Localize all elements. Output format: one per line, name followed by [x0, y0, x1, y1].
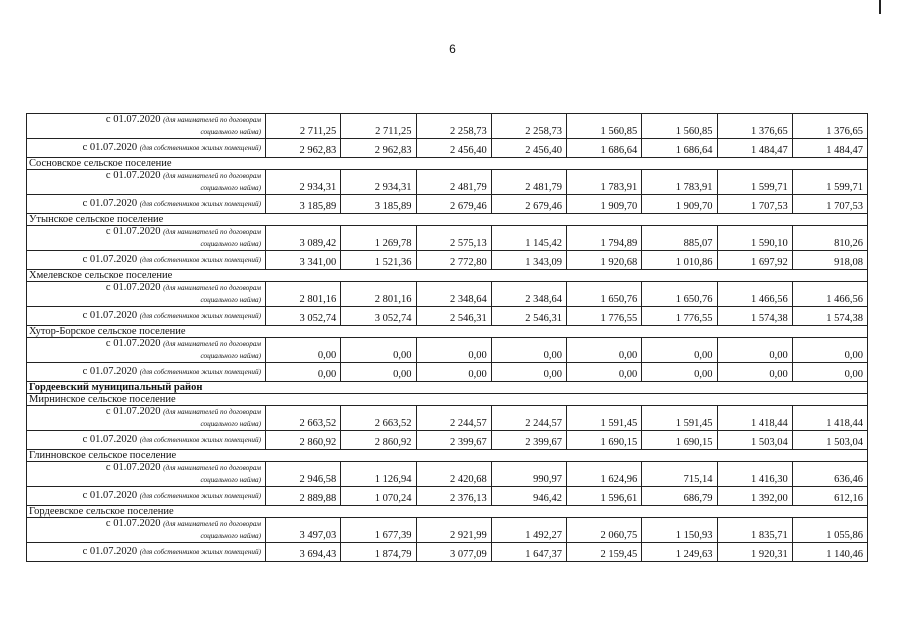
- rate-cell: 1 909,70: [642, 195, 717, 214]
- tenant-rate-row: [27, 170, 868, 195]
- row-label: [27, 462, 266, 487]
- row-note: социального найма): [200, 128, 261, 136]
- row-label: [27, 282, 266, 307]
- owner-rate-row: [27, 543, 868, 562]
- row-label: [27, 406, 266, 431]
- settlement-title: Глинновское сельское поселение: [27, 450, 868, 462]
- row-note: (для собственников жилых помещений): [139, 200, 261, 208]
- rate-cell: 3 077,09: [416, 543, 491, 562]
- owner-rate-row: [27, 487, 868, 506]
- rate-cell: 1 376,65: [792, 114, 867, 139]
- rate-cell: 2 801,16: [266, 282, 341, 307]
- row-label: [27, 543, 266, 562]
- rate-cell: 2 420,68: [416, 462, 491, 487]
- rate-cell: 0,00: [642, 338, 717, 363]
- rate-cell: 1 677,39: [341, 518, 416, 543]
- rate-cell: 3 185,89: [341, 195, 416, 214]
- rate-cell: 1 343,09: [491, 251, 566, 270]
- rate-cell: 1 503,04: [792, 431, 867, 450]
- rate-cell: 3 185,89: [266, 195, 341, 214]
- effective-date: с 01.07.2020: [82, 142, 138, 153]
- row-note: (для собственников жилых помещений): [139, 144, 261, 152]
- row-note: (для нанимателей по договорам: [163, 172, 261, 180]
- rate-cell: 2 060,75: [567, 518, 642, 543]
- rate-cell: 2 921,99: [416, 518, 491, 543]
- row-label: [27, 114, 266, 139]
- effective-date: с 01.07.2020: [105, 338, 161, 349]
- effective-date: с 01.07.2020: [105, 462, 161, 473]
- rate-cell: 2 546,31: [416, 307, 491, 326]
- row-label: [27, 338, 266, 363]
- settlement-title: Сосновское сельское поселение: [27, 158, 868, 170]
- rate-cell: 1 776,55: [642, 307, 717, 326]
- row-note: социального найма): [200, 296, 261, 304]
- rate-cell: 1 697,92: [717, 251, 792, 270]
- rate-cell: 2 934,31: [341, 170, 416, 195]
- rate-cell: 1 126,94: [341, 462, 416, 487]
- rate-cell: 1 492,27: [491, 518, 566, 543]
- rate-cell: 1 590,10: [717, 226, 792, 251]
- owner-rate-row: [27, 363, 868, 382]
- row-label: [27, 518, 266, 543]
- settlement-header-row: [27, 506, 868, 518]
- rate-cell: 1 070,24: [341, 487, 416, 506]
- rate-cell: 2 399,67: [491, 431, 566, 450]
- rate-cell: 2 962,83: [341, 139, 416, 158]
- rate-cell: 636,46: [792, 462, 867, 487]
- rate-cell: 1 574,38: [792, 307, 867, 326]
- rate-cell: 1 909,70: [567, 195, 642, 214]
- rate-cell: 0,00: [491, 363, 566, 382]
- effective-date: с 01.07.2020: [105, 406, 161, 417]
- rate-cell: 1 599,71: [792, 170, 867, 195]
- rate-cell: 2 348,64: [416, 282, 491, 307]
- rate-cell: 3 089,42: [266, 226, 341, 251]
- row-label: [27, 195, 266, 214]
- tenant-rate-row: [27, 282, 868, 307]
- rate-cell: 918,08: [792, 251, 867, 270]
- rate-cell: 2 663,52: [266, 406, 341, 431]
- rate-cell: 1 707,53: [792, 195, 867, 214]
- rate-cell: 0,00: [717, 363, 792, 382]
- rate-cell: 0,00: [341, 338, 416, 363]
- rate-cell: 1 145,42: [491, 226, 566, 251]
- rate-cell: 1 686,64: [567, 139, 642, 158]
- rate-cell: 1 591,45: [642, 406, 717, 431]
- rate-cell: 1 392,00: [717, 487, 792, 506]
- rate-cell: 1 503,04: [717, 431, 792, 450]
- row-note: (для нанимателей по договорам: [163, 228, 261, 236]
- row-note: (для нанимателей по договорам: [163, 340, 261, 348]
- row-label: [27, 487, 266, 506]
- row-note: (для собственников жилых помещений): [139, 312, 261, 320]
- rate-cell: 1 690,15: [567, 431, 642, 450]
- rate-cell: 2 772,80: [416, 251, 491, 270]
- rate-cell: 0,00: [717, 338, 792, 363]
- effective-date: с 01.07.2020: [82, 310, 138, 321]
- rate-cell: 1 647,37: [491, 543, 566, 562]
- row-note: социального найма): [200, 532, 261, 540]
- effective-date: с 01.07.2020: [82, 434, 138, 445]
- rate-cell: 2 711,25: [266, 114, 341, 139]
- tenant-rate-row: [27, 226, 868, 251]
- rate-cell: 2 456,40: [491, 139, 566, 158]
- row-note: (для нанимателей по договорам: [163, 408, 261, 416]
- rate-cell: 1 484,47: [717, 139, 792, 158]
- rate-cell: 1 624,96: [567, 462, 642, 487]
- rate-cell: 1 783,91: [642, 170, 717, 195]
- rate-cell: 2 711,25: [341, 114, 416, 139]
- rate-cell: 1 920,31: [717, 543, 792, 562]
- rate-cell: 3 052,74: [341, 307, 416, 326]
- rate-cell: 2 348,64: [491, 282, 566, 307]
- rate-cell: 1 418,44: [717, 406, 792, 431]
- rate-cell: 0,00: [416, 363, 491, 382]
- rate-cell: 686,79: [642, 487, 717, 506]
- rate-cell: 1 574,38: [717, 307, 792, 326]
- tariff-table-body: [27, 114, 868, 562]
- rate-cell: 1 783,91: [567, 170, 642, 195]
- effective-date: с 01.07.2020: [82, 198, 138, 209]
- rate-cell: 1 596,61: [567, 487, 642, 506]
- rate-cell: 2 258,73: [491, 114, 566, 139]
- settlement-title: Мирнинское сельское поселение: [27, 394, 868, 406]
- row-label: [27, 251, 266, 270]
- row-note: (для собственников жилых помещений): [139, 256, 261, 264]
- rate-cell: 2 934,31: [266, 170, 341, 195]
- rate-cell: 1 140,46: [792, 543, 867, 562]
- effective-date: с 01.07.2020: [82, 546, 138, 557]
- rate-cell: 946,42: [491, 487, 566, 506]
- rate-cell: 2 946,58: [266, 462, 341, 487]
- rate-cell: 1 560,85: [642, 114, 717, 139]
- rate-cell: 1 707,53: [717, 195, 792, 214]
- rate-cell: 1 150,93: [642, 518, 717, 543]
- owner-rate-row: [27, 251, 868, 270]
- tenant-rate-row: [27, 462, 868, 487]
- rate-cell: 0,00: [792, 363, 867, 382]
- rate-cell: 2 679,46: [416, 195, 491, 214]
- row-note: социального найма): [200, 420, 261, 428]
- row-note: (для собственников жилых помещений): [139, 548, 261, 556]
- rate-cell: 2 860,92: [266, 431, 341, 450]
- settlement-header-row: [27, 270, 868, 282]
- rate-cell: 715,14: [642, 462, 717, 487]
- rate-cell: 0,00: [341, 363, 416, 382]
- rate-cell: 1 466,56: [792, 282, 867, 307]
- row-label: [27, 363, 266, 382]
- rate-cell: 1 418,44: [792, 406, 867, 431]
- rate-cell: 2 399,67: [416, 431, 491, 450]
- effective-date: с 01.07.2020: [82, 366, 138, 377]
- rate-cell: 1 686,64: [642, 139, 717, 158]
- row-note: социального найма): [200, 476, 261, 484]
- rate-cell: 2 663,52: [341, 406, 416, 431]
- rate-cell: 612,16: [792, 487, 867, 506]
- effective-date: с 01.07.2020: [105, 170, 161, 181]
- rate-cell: 2 860,92: [341, 431, 416, 450]
- row-note: (для нанимателей по договорам: [163, 464, 261, 472]
- rate-cell: 990,97: [491, 462, 566, 487]
- row-note: социального найма): [200, 352, 261, 360]
- owner-rate-row: [27, 307, 868, 326]
- rate-cell: 3 052,74: [266, 307, 341, 326]
- tenant-rate-row: [27, 338, 868, 363]
- rate-cell: 810,26: [792, 226, 867, 251]
- rate-cell: 2 679,46: [491, 195, 566, 214]
- settlement-title: Хутор-Борское сельское поселение: [27, 326, 868, 338]
- rate-cell: 2 481,79: [416, 170, 491, 195]
- rate-cell: 0,00: [416, 338, 491, 363]
- row-label: [27, 431, 266, 450]
- rate-cell: 1 010,86: [642, 251, 717, 270]
- row-note: социального найма): [200, 240, 261, 248]
- rate-cell: 1 269,78: [341, 226, 416, 251]
- rate-cell: 0,00: [266, 338, 341, 363]
- row-note: социального найма): [200, 184, 261, 192]
- rate-cell: 2 546,31: [491, 307, 566, 326]
- rate-cell: 1 484,47: [792, 139, 867, 158]
- rate-cell: 2 244,57: [416, 406, 491, 431]
- rate-cell: 2 159,45: [567, 543, 642, 562]
- rate-cell: 2 889,88: [266, 487, 341, 506]
- rate-cell: 0,00: [792, 338, 867, 363]
- rate-cell: 1 835,71: [717, 518, 792, 543]
- row-label: [27, 307, 266, 326]
- settlement-title: Хмелевское сельское поселение: [27, 270, 868, 282]
- rate-cell: 2 481,79: [491, 170, 566, 195]
- rate-cell: 1 055,86: [792, 518, 867, 543]
- rate-cell: 1 776,55: [567, 307, 642, 326]
- rate-cell: 0,00: [266, 363, 341, 382]
- row-note: (для собственников жилых помещений): [139, 492, 261, 500]
- row-note: (для нанимателей по договорам: [163, 284, 261, 292]
- rate-cell: 2 801,16: [341, 282, 416, 307]
- rate-cell: 3 497,03: [266, 518, 341, 543]
- settlement-header-row: [27, 158, 868, 170]
- effective-date: с 01.07.2020: [105, 226, 161, 237]
- row-label: [27, 226, 266, 251]
- owner-rate-row: [27, 195, 868, 214]
- row-note: (для собственников жилых помещений): [139, 368, 261, 376]
- settlement-header-row: [27, 450, 868, 462]
- rate-cell: 2 244,57: [491, 406, 566, 431]
- rate-cell: 1 690,15: [642, 431, 717, 450]
- rate-cell: 2 575,13: [416, 226, 491, 251]
- rate-cell: 1 591,45: [567, 406, 642, 431]
- row-label: [27, 170, 266, 195]
- rate-cell: 3 694,43: [266, 543, 341, 562]
- row-label: [27, 139, 266, 158]
- settlement-title: Утынское сельское поселение: [27, 214, 868, 226]
- rate-cell: 1 920,68: [567, 251, 642, 270]
- settlement-title: Гордеевское сельское поселение: [27, 506, 868, 518]
- row-note: (для нанимателей по договорам: [163, 520, 261, 528]
- rate-cell: 1 521,36: [341, 251, 416, 270]
- rate-cell: 1 416,30: [717, 462, 792, 487]
- rate-cell: 1 650,76: [642, 282, 717, 307]
- settlement-header-row: [27, 326, 868, 338]
- effective-date: с 01.07.2020: [82, 254, 138, 265]
- rate-cell: 0,00: [567, 338, 642, 363]
- rate-cell: 1 376,65: [717, 114, 792, 139]
- effective-date: с 01.07.2020: [105, 282, 161, 293]
- rate-cell: 2 376,13: [416, 487, 491, 506]
- rate-cell: 2 258,73: [416, 114, 491, 139]
- rate-cell: 2 456,40: [416, 139, 491, 158]
- rate-cell: 0,00: [491, 338, 566, 363]
- settlement-header-row: [27, 214, 868, 226]
- tenant-rate-row: [27, 406, 868, 431]
- rate-cell: 1 560,85: [567, 114, 642, 139]
- settlement-header-row: [27, 394, 868, 406]
- effective-date: с 01.07.2020: [82, 490, 138, 501]
- effective-date: с 01.07.2020: [105, 518, 161, 529]
- tenant-rate-row: [27, 518, 868, 543]
- rate-cell: 0,00: [567, 363, 642, 382]
- rate-cell: 1 599,71: [717, 170, 792, 195]
- rate-cell: 3 341,00: [266, 251, 341, 270]
- row-note: (для собственников жилых помещений): [139, 436, 261, 444]
- owner-rate-row: [27, 139, 868, 158]
- rate-cell: 1 650,76: [567, 282, 642, 307]
- district-header-row: [27, 382, 868, 394]
- scan-edge-mark: [879, 0, 881, 14]
- tenant-rate-row: [27, 114, 868, 139]
- rate-cell: 885,07: [642, 226, 717, 251]
- rate-cell: 1 874,79: [341, 543, 416, 562]
- row-note: (для нанимателей по договорам: [163, 116, 261, 124]
- effective-date: с 01.07.2020: [105, 114, 161, 125]
- tariff-table: [26, 113, 868, 562]
- rate-cell: 2 962,83: [266, 139, 341, 158]
- page-number: 6: [449, 42, 456, 56]
- rate-cell: 1 466,56: [717, 282, 792, 307]
- rate-cell: 0,00: [642, 363, 717, 382]
- rate-cell: 1 794,89: [567, 226, 642, 251]
- rate-cell: 1 249,63: [642, 543, 717, 562]
- owner-rate-row: [27, 431, 868, 450]
- district-title: Гордеевский муниципальный район: [27, 382, 868, 394]
